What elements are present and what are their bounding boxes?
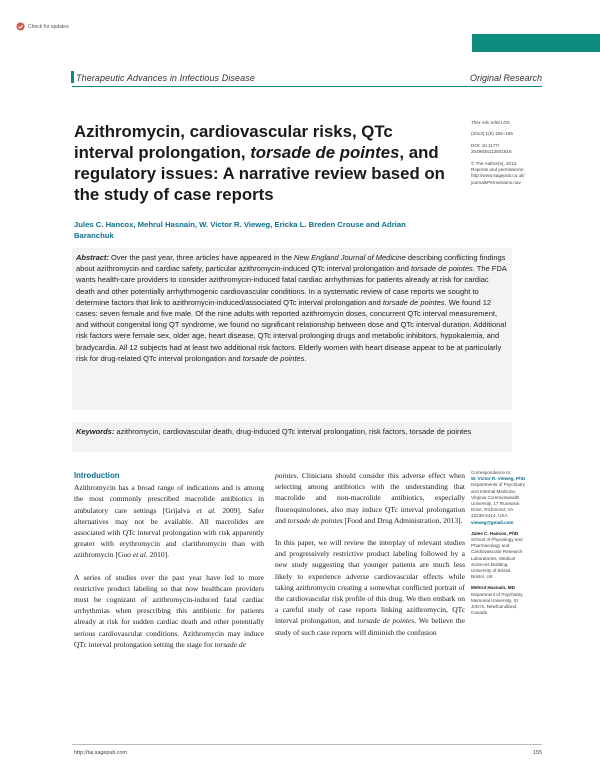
- paragraph: [74, 482, 264, 560]
- reprints-label: Reprints and permissions:: [471, 167, 525, 173]
- footer-divider: [72, 744, 542, 745]
- col1-etal-2: et al.: [132, 550, 148, 560]
- address-line: Sciences Building,: [471, 561, 509, 567]
- address-line: Canada: [471, 610, 488, 616]
- abstract-tdp-2: torsade de pointes: [382, 297, 445, 307]
- paragraph: [74, 572, 264, 650]
- paragraph: [275, 537, 465, 638]
- address-line: University, 17 Runswick: [471, 501, 520, 507]
- article-section-label: Original Research: [469, 73, 542, 83]
- address-line: Pharmacology and: [471, 543, 510, 549]
- keywords-text: azithromycin, cardiovascular death, drug-induced QTc interval prolongation, risk factors, torsade de pointes: [114, 427, 472, 436]
- affiliation-name: Mehrul Hasnain, MD: [471, 585, 515, 591]
- abstract-journal: New England Journal of Medicine: [294, 253, 406, 262]
- author-list: Jules C. Hancox, Mehrul Hasnain, W. Victor R. Vieweg, Ericka L. Breden Crouse and Adrian Baranchuk: [74, 220, 406, 240]
- title-part-2: , and regulatory issues: A narrative review based on the study of case reports: [74, 143, 445, 204]
- abstract-text-3: . The FDA wants health-care providers to consider azithromycin-induced fatal cardiac arrhythmias for patients already at risk for cardiac death and other potentially arrhythmogenic cardiovascular conditions. In a systematic review of case reports we sought to determine factors that link to azithromycin-induced/associated QTc interval prolongation and: [76, 264, 507, 307]
- affiliation-name: Jules C. Hancox, PhD: [471, 530, 519, 536]
- author-affiliation: [471, 585, 561, 616]
- address-line: University of Bristol,: [471, 568, 512, 574]
- address-line: and Internal Medicine,: [471, 488, 517, 494]
- address-line: Drive, Richmond, VA: [471, 507, 514, 513]
- check-updates-icon: [16, 22, 25, 31]
- header-accent-block: [472, 34, 600, 52]
- abstract-text-2: describing conflicting findings about azithromycin and cardiac safety, particular azithromycin-induced QTc interval prolongation and: [76, 253, 506, 274]
- address-line: Bristol, UK: [471, 574, 493, 580]
- col1-p1a: Azithromycin has a broad range of indications and is among the most commonly prescribed macrolide antibiotics in ambulatory care settings [Grijalva: [74, 483, 264, 515]
- abstract-text-1: Over the past year, three articles have appeared in the: [108, 253, 295, 262]
- reprints-url-2[interactable]: journalsPermissions.nav: [471, 179, 521, 185]
- address-line: School of Physiology and: [471, 537, 523, 543]
- address-line: Virginia Commonwealth: [471, 494, 520, 500]
- citation-meta: [471, 120, 551, 186]
- introduction-heading: Introduction: [74, 471, 120, 480]
- keywords: [76, 426, 508, 437]
- col2-p1a: . Clinicians should consider this adverse effect when selecting among antibiotics with the understanding that macrolide and non-macrolide antibiotics, especially fluoroquinolones, also may induce QTc interval prolongation and: [275, 471, 465, 525]
- col1-p1c: 2010].: [147, 550, 169, 560]
- citation: (2013) 1(5) 155–165: [471, 131, 513, 137]
- paragraph: [275, 470, 465, 526]
- check-for-updates-badge[interactable]: [16, 22, 69, 31]
- col2-p1b: [Food and Drug Administration, 2013].: [342, 515, 463, 525]
- keywords-label: Keywords:: [76, 427, 115, 436]
- reprints-url[interactable]: http://www.sagepub.co.uk/: [471, 173, 525, 179]
- col2-p2b: . We believe the study of such case reports will diminish the confusion: [275, 616, 465, 637]
- abstract-tdp-1: torsade de pointes: [411, 264, 473, 274]
- journal-abbrev: Ther Adv Infect Dis: [471, 120, 510, 125]
- body-column-1: [74, 470, 264, 661]
- address-line: Memorial University, St: [471, 597, 518, 603]
- check-updates-label: Check for updates: [28, 23, 69, 30]
- correspondence-block: [471, 470, 561, 526]
- correspondence-label: Correspondence to:: [471, 470, 512, 475]
- address-line: Laboratories, Medical: [471, 555, 515, 561]
- address-line: Department of Psychiatry,: [471, 591, 524, 597]
- address-line: John's, Newfoundland,: [471, 604, 518, 610]
- address-line: 23238-5414, USA: [471, 513, 508, 519]
- footer-url[interactable]: http://tai.sagepub.com: [74, 750, 128, 756]
- address-line: Departments of Psychiatry: [471, 482, 525, 488]
- abstract: [76, 252, 508, 364]
- correspondence-email[interactable]: vieweg@gmail.com: [471, 519, 514, 525]
- article-title: [74, 121, 446, 205]
- page-number: 155: [533, 750, 542, 756]
- title-part-1: Azithromycin, cardiovascular risks, QTc interval prolongation,: [74, 122, 393, 162]
- col2-tdp-2: torsade de pointes: [357, 616, 415, 626]
- abstract-tdp-3: torsade de pointes: [242, 353, 305, 363]
- title-italic: torsade de pointes: [250, 143, 400, 162]
- abstract-text-4: . We found 12 cases: seven female and five male. Of the nine adults with reported azithromycin doses, concurrent QTc interval measurement, and without congenital long QT syndrome, we found no significant relationship between dose and QTc interval duration. Additional risk factors were female sex, older age, heart disease, QTc interval prolonging drugs and metabolic inhibitors, hypokalemia, and bradycardia. All 12 subjects had at least two additional risk factors. Elderly women with heart disease appear to be at particularly risk for drug-related QTc interval prolongation and: [76, 297, 507, 363]
- col1-etal-1: et al.: [196, 505, 216, 515]
- correspondence-sidebar: [471, 470, 561, 621]
- col2-p2a: In this paper, we will review the interplay of relevant studies and progressively restrictive product labeling followed by a new study suggesting that younger patients are much less likely to experience adverse cardiovascular effects while taking azithromycin creating a somewhat conflicted portrait of the cardiovascular risk profile of this drug. We then embark on a careful study of case reports linking azithromycin, QTc interval prolongation, and: [275, 538, 465, 626]
- col2-pointes: pointes: [275, 471, 297, 480]
- correspondence-name: W. Victor R. Vieweg, PhD: [471, 476, 526, 482]
- journal-name: Therapeutic Advances in Infectious Disease: [76, 73, 255, 83]
- address-line: Cardiovascular Research: [471, 549, 523, 555]
- abstract-text-5: .: [304, 353, 307, 363]
- body-column-2: [275, 470, 465, 649]
- journal-accent-mark: [71, 71, 74, 83]
- header-divider: [72, 86, 542, 87]
- doi: DOI: 10.1177/: [471, 142, 500, 148]
- doi-suffix: 2049936113501816: [471, 149, 512, 155]
- col1-p2a: A series of studies over the past year have led to more restrictive product labeling so that now healthcare providers must be cognizant of azithromycin-induced fatal cardiac arrhythmias when prescribing this antibiotic for patients already at risk for sudden cardiac death and other potentially serious cardiovascular conditions. Azithromycin may induce QTc interval prolongation setting the stage for: [74, 572, 264, 649]
- col1-tdp: torsade de: [214, 639, 246, 649]
- col1-p1b: 2009]. Safer alternatives may not be available. All macrolides are associated with QTc interval prolongation with risk apparently greater with erythromycin and clarithromycin than with azithromycin [Guo: [74, 505, 265, 560]
- author-affiliation: [471, 531, 561, 581]
- col2-tdp: torsade de pointes: [287, 515, 343, 525]
- copyright: © The Author(s), 2013.: [471, 160, 518, 166]
- abstract-label: Abstract:: [76, 253, 109, 262]
